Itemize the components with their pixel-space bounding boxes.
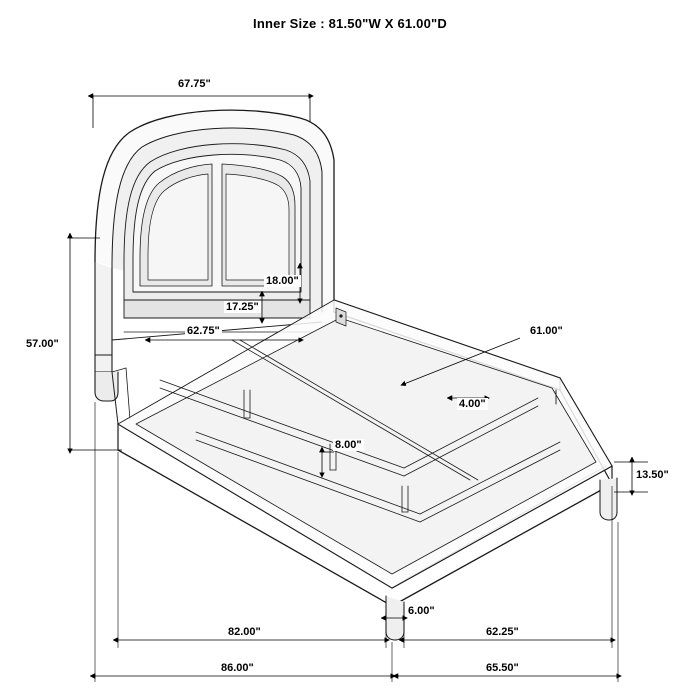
dimension-label-footboard-height: 13.50" xyxy=(636,469,669,481)
dimension-label-side-rail: 82.00" xyxy=(228,626,261,638)
dimension-label-slat-thickness: 4.00" xyxy=(459,398,486,410)
dimension-label-overall-length: 86.00" xyxy=(221,662,254,674)
dimension-label-headboard-inner: 62.75" xyxy=(187,325,220,337)
dimension-label-panel-height: 18.00" xyxy=(266,275,299,287)
dimension-label-leg-width: 6.00" xyxy=(408,605,435,617)
dimension-label-depth-inner: 62.25" xyxy=(486,626,519,638)
dimension-label-rail-depth: 61.00" xyxy=(530,325,563,337)
page-title: Inner Size : 81.50"W X 61.00"D xyxy=(253,16,447,31)
dimension-label-headboard-width: 67.75" xyxy=(178,78,211,90)
dimension-label-overall-height: 57.00" xyxy=(26,338,59,350)
dimension-label-overall-depth: 65.50" xyxy=(486,662,519,674)
dimension-label-slat-height: 8.00" xyxy=(335,439,362,451)
dimension-label-panel-inner: 17.25" xyxy=(226,301,259,313)
